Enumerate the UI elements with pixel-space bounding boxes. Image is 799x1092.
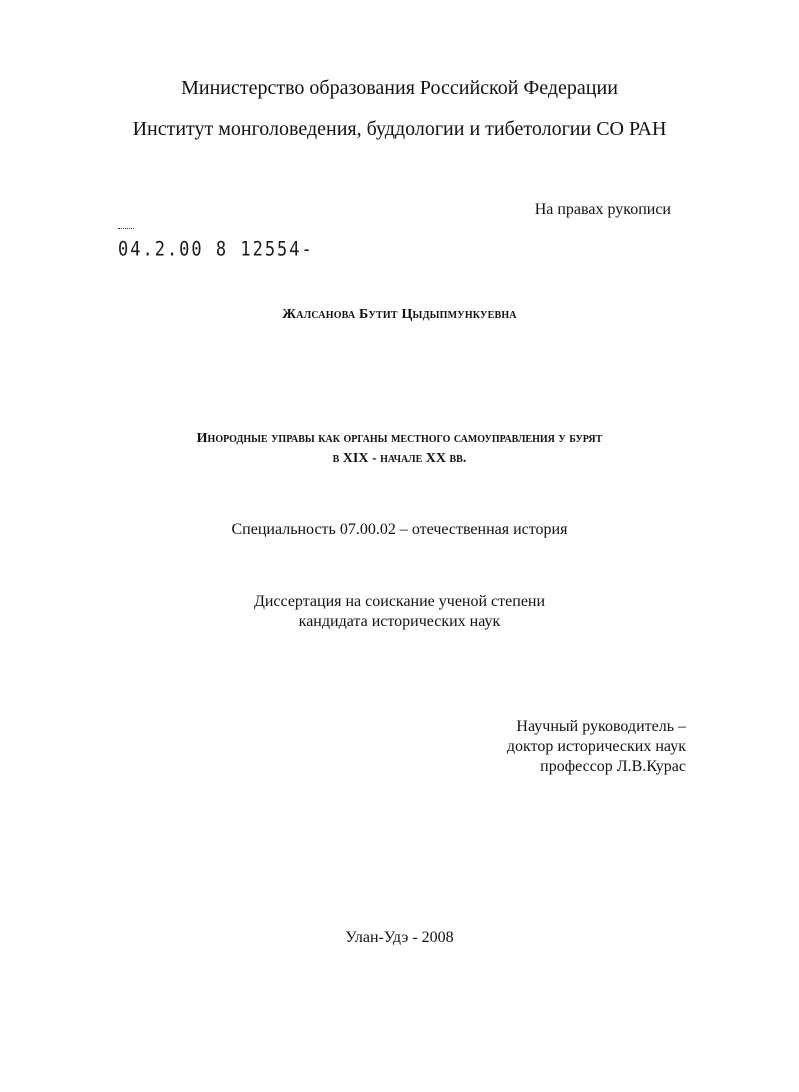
rights-note: На правах рукописи (534, 201, 671, 218)
supervisor-line-3: профессор Л.В.Курас (540, 758, 686, 775)
ministry-heading: Министерство образования Российской Федерации (181, 77, 618, 99)
stamp-mark (118, 228, 134, 231)
title-line-1: Инородные управы как органы местного самоуправления у бурят (196, 431, 603, 446)
supervisor-line-2: доктор исторических наук (506, 738, 686, 755)
dissertation-title (0, 429, 799, 469)
stamp-number: 04.2.00 8 12554- (118, 238, 314, 261)
specialty-line: Специальность 07.00.02 – отечественная история (231, 521, 568, 538)
place-year: Улан-Удэ - 2008 (345, 929, 454, 946)
degree-line-2: кандидата исторических наук (298, 613, 501, 630)
author-name: Жалсанова Бутит Цыдыпмункуевна (282, 307, 517, 322)
degree-statement (0, 592, 799, 632)
supervisor-line-1: Научный руководитель – (516, 718, 686, 735)
institute-heading: Институт монголоведения, буддологии и тибетологии СО РАН (132, 118, 667, 140)
degree-line-1: Диссертация на соискание ученой степени (253, 593, 546, 610)
title-line-2: в XIX - начале XX вв. (332, 451, 467, 466)
supervisor-block (480, 717, 720, 777)
